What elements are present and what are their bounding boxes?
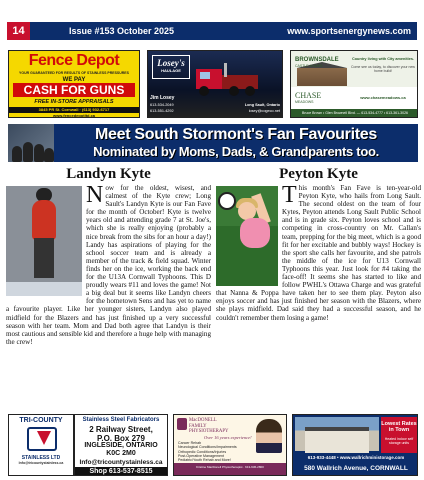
physio-name-line-1: MacDONELL bbox=[189, 418, 217, 423]
rates-sub: Heated indoor self storage units bbox=[384, 437, 414, 445]
fence-depot-logo: Fence Depot bbox=[28, 52, 120, 69]
page-number: 14 bbox=[7, 22, 30, 40]
macdonell-physio-ad[interactable] bbox=[173, 414, 287, 476]
chase-logo: CHASE bbox=[295, 91, 322, 100]
stainless-fabricators-ad[interactable] bbox=[74, 414, 168, 476]
tri-county-ad[interactable] bbox=[8, 414, 74, 476]
banner-subtitle: Nominated by Moms, Dads, & Grandparents too. bbox=[93, 144, 379, 159]
website-link[interactable]: www.sportsenergynews.com bbox=[287, 26, 411, 36]
stainless-address-1: 2 Railway Street, bbox=[89, 425, 153, 434]
losey-logo bbox=[152, 55, 190, 79]
article-body bbox=[216, 184, 421, 322]
chase-contact-bar: Bruce Brown • Glen Brownell Blvd. — 613-534-4777 • 613-361-3026 bbox=[291, 109, 418, 117]
stainless-title: Stainless Steel Fabricators bbox=[82, 417, 160, 423]
house-image bbox=[297, 68, 347, 86]
soccer-player-photo bbox=[216, 186, 278, 286]
country-living-text: Country living with City amenities. bbox=[351, 57, 415, 61]
list-item: Pediatric/Youth Rehab and More! bbox=[178, 458, 231, 463]
list-item: Orthopedic Conditions/Injuries bbox=[178, 449, 227, 454]
banner-title: Meet South Stormont's Fan Favourites bbox=[95, 126, 377, 143]
team-photo bbox=[8, 124, 54, 162]
issue-label: Issue #153 October 2025 bbox=[69, 26, 175, 36]
physio-name bbox=[189, 418, 228, 435]
tri-county-logo bbox=[27, 427, 57, 451]
rates-title: Lowest Rates in Town bbox=[381, 421, 417, 433]
physio-services-list bbox=[178, 441, 237, 462]
come-see-text: Come see us today, to discover your new home build! bbox=[351, 65, 415, 73]
losey-email[interactable]: losey@cogeco.net bbox=[248, 109, 280, 113]
fence-depot-ad[interactable] bbox=[8, 50, 140, 118]
losey-city: Long Sault, Ontario bbox=[244, 103, 280, 107]
article-heading: Landyn Kyte bbox=[66, 166, 151, 182]
tri-county-name: TRI-COUNTY bbox=[19, 417, 63, 424]
wallrich-storage-ad[interactable] bbox=[292, 414, 418, 476]
drop-cap: T bbox=[282, 182, 297, 208]
fan-favourites-banner bbox=[8, 124, 418, 162]
storage-building-image bbox=[295, 417, 379, 451]
article-heading: Peyton Kyte bbox=[279, 166, 358, 182]
fence-depot-website[interactable]: www.fencedepotltd.ca bbox=[52, 113, 96, 118]
physio-name-line-3: PHYSIOTHERAPY bbox=[189, 429, 229, 434]
losey-logo-sub: HAULAGE bbox=[161, 68, 181, 73]
physio-footer: Kristine MacDonell Physiotherapist · 613-936-2800 bbox=[174, 463, 286, 475]
stainless-email[interactable]: Info@tricountystainless.ca bbox=[79, 459, 163, 466]
stainless-postal: K0C 2M0 bbox=[106, 450, 136, 457]
chase-website[interactable]: www.chasemeadows.ca bbox=[360, 95, 406, 100]
physio-experience: Over 16 years experience! bbox=[204, 435, 252, 440]
stainless-phone[interactable]: Shop 613-537-8515 bbox=[75, 467, 167, 476]
physio-name-line-2: FAMILY bbox=[189, 423, 207, 429]
hockey-player-photo bbox=[6, 186, 82, 296]
list-item: Cancer Rehab bbox=[178, 441, 202, 445]
brownsdale-logo: BROWNSDALE bbox=[295, 57, 339, 63]
fence-depot-tagline: YOUR GUARANTEED FOR RESULTS OF STAINLESS PRESSURES bbox=[19, 71, 129, 75]
page-header bbox=[0, 0, 424, 40]
losey-contact-name: Jim Losey bbox=[150, 95, 175, 101]
issue-bar bbox=[30, 22, 417, 40]
stainless-address-3: INGLESIDE, ONTARIO bbox=[84, 442, 158, 449]
truck-image bbox=[194, 59, 262, 99]
lowest-rates-badge bbox=[381, 417, 417, 453]
article-text: ow for the oldest, wisest, and calmest of the Kyte crew; Long Sault's Landyn Kyte is our Fan Fave for the month of October! Kyte is twelve years old and attending grade 7 at St. Joe's, which she is really enjoying (probably a nice break from the sibs for an hour a day!) Landy has aspirations of playing for the school soccer team and is already a member of the track & field squad. Winter finds her on the ice, working the back end for the U13A Cornwall Typhoons. This D proudly wears #11 and loves the game! Not a big deal but it seems like Landyn cheers for the hometown Sens and has yet to name a favourite player. Like her younger sisters, Landyn also played midfield for the Blazers and has just finished up a very successful season with her team. Mom and Dad both agree that Landyn is their most cautious and sensible kid and therefore a huge help with managing the crew! bbox=[6, 184, 211, 346]
physio-logo-icon bbox=[177, 418, 187, 430]
losey-phone-2: 613-551-4292 bbox=[150, 109, 174, 113]
list-item: Post-Operative Management bbox=[178, 453, 224, 458]
list-item: Neurological Conditions/Impairments bbox=[178, 445, 237, 450]
losey-phone-1: 613-534-2049 bbox=[150, 103, 174, 107]
brownsdale-sub: CASTLE HOMES bbox=[295, 64, 323, 68]
chase-meadows-ad[interactable] bbox=[290, 50, 418, 118]
chase-sub: MEADOWS bbox=[295, 100, 314, 104]
article-landyn bbox=[6, 166, 211, 410]
tri-county-sub: STAINLESS LTD bbox=[21, 455, 61, 461]
physiotherapist-photo bbox=[256, 419, 282, 453]
article-text: his month's Fan Fave is ten-year-old Peyton Kyte, who hails from Long Sault. The second oldest on the team of four Kytes, Peyton attends Long Sault Public School and is in grade six. Peyton loves school and is competing in cross-country on Mr. Callan's team, prepping for the big meet, which is a good fit for her excitable and bubbly ways! Hockey is the sport she calls her favourite, and she patrols the middle of the ice for U13 Cornwall Typhoons this year. Just look for #4 taking the face-off! It seems she has started to like and follow PWHL's Ottawa Charge and was grateful that Nanna & Poppa have taken her to see them play. Peyton also enjoys soccer and has just finished her season with the Blazers, where she plays midfield. Dad said they had a successful season, and he couldn't remember them losing a game! bbox=[216, 184, 421, 322]
wallrich-address: 580 Wallrich Avenue, CORNWALL bbox=[304, 465, 408, 472]
stainless-address-2: P.O. Box 279 bbox=[97, 434, 145, 443]
wallrich-phone-web[interactable]: 613-933-4448 • www.wallrichministorage.com bbox=[307, 455, 405, 460]
fence-depot-address: 3845 PR St. Cornwall · (613) 932-6717 bbox=[9, 107, 139, 113]
drop-cap: N bbox=[86, 182, 104, 208]
fence-depot-appraisals: FREE IN-STORE APPRAISALS bbox=[34, 99, 114, 105]
article-peyton bbox=[216, 166, 421, 410]
losey-haulage-ad[interactable] bbox=[147, 50, 283, 118]
article-body bbox=[6, 184, 211, 346]
losey-logo-name: Losey's bbox=[157, 58, 185, 68]
fence-depot-we-pay: WE PAY bbox=[62, 77, 86, 83]
tri-county-email[interactable]: Info@tricountystainless.ca bbox=[18, 461, 64, 465]
fence-depot-cash: CASH FOR GUNS bbox=[13, 83, 135, 97]
